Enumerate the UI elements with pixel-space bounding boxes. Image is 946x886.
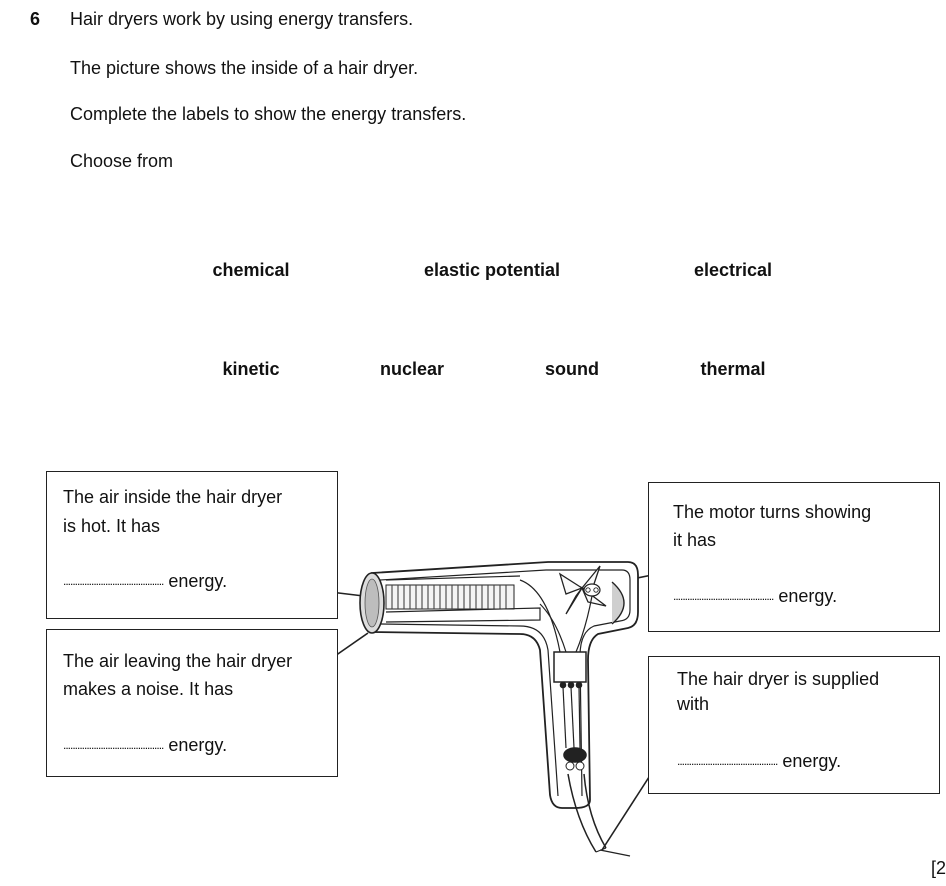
marks-indicator: [2 <box>930 858 946 878</box>
label-motor-line2: it has <box>673 530 717 550</box>
answer-blank: ........................................... <box>63 738 164 752</box>
answer-suffix: energy. <box>168 735 228 755</box>
label-supply-line1: The hair dryer is supplied <box>677 669 880 689</box>
choose-from-label: Choose from <box>70 151 174 171</box>
answer-line-air-noise[interactable] <box>63 732 227 760</box>
answer-blank: ........................................... <box>63 574 164 588</box>
choice-thermal: thermal <box>700 359 766 379</box>
answer-blank: ........................................... <box>677 754 778 768</box>
label-air-hot-line1: The air inside the hair dryer <box>63 487 283 507</box>
answer-line-supply[interactable] <box>677 748 841 776</box>
answer-suffix: energy. <box>778 586 838 606</box>
choice-elastic-potential: elastic potential <box>423 260 561 280</box>
question-instruction: Complete the labels to show the energy transfers. <box>70 104 467 124</box>
label-supply-line2: with <box>677 694 710 714</box>
label-box-air-hot <box>46 471 338 619</box>
label-box-motor <box>648 482 940 632</box>
question-picture-text: The picture shows the inside of a hair dryer. <box>70 58 419 78</box>
label-box-supply <box>648 656 940 794</box>
answer-suffix: energy. <box>782 751 842 771</box>
label-air-noise-line2: makes a noise. It has <box>63 679 234 699</box>
choice-electrical: electrical <box>693 260 773 280</box>
question-intro: Hair dryers work by using energy transfers. <box>70 9 414 29</box>
choice-sound: sound <box>545 359 599 379</box>
label-air-noise-line1: The air leaving the hair dryer <box>63 651 293 671</box>
answer-blank: ........................................... <box>673 589 774 603</box>
choice-kinetic: kinetic <box>222 359 280 379</box>
choice-chemical: chemical <box>212 260 290 280</box>
label-motor-line1: The motor turns showing <box>673 502 872 522</box>
choice-nuclear: nuclear <box>379 359 445 379</box>
answer-line-air-hot[interactable] <box>63 568 227 596</box>
label-box-air-noise <box>46 629 338 777</box>
label-air-hot-line2: is hot. It has <box>63 516 161 536</box>
answer-suffix: energy. <box>168 571 228 591</box>
answer-line-motor[interactable] <box>673 583 837 611</box>
question-number: 6 <box>30 9 41 29</box>
